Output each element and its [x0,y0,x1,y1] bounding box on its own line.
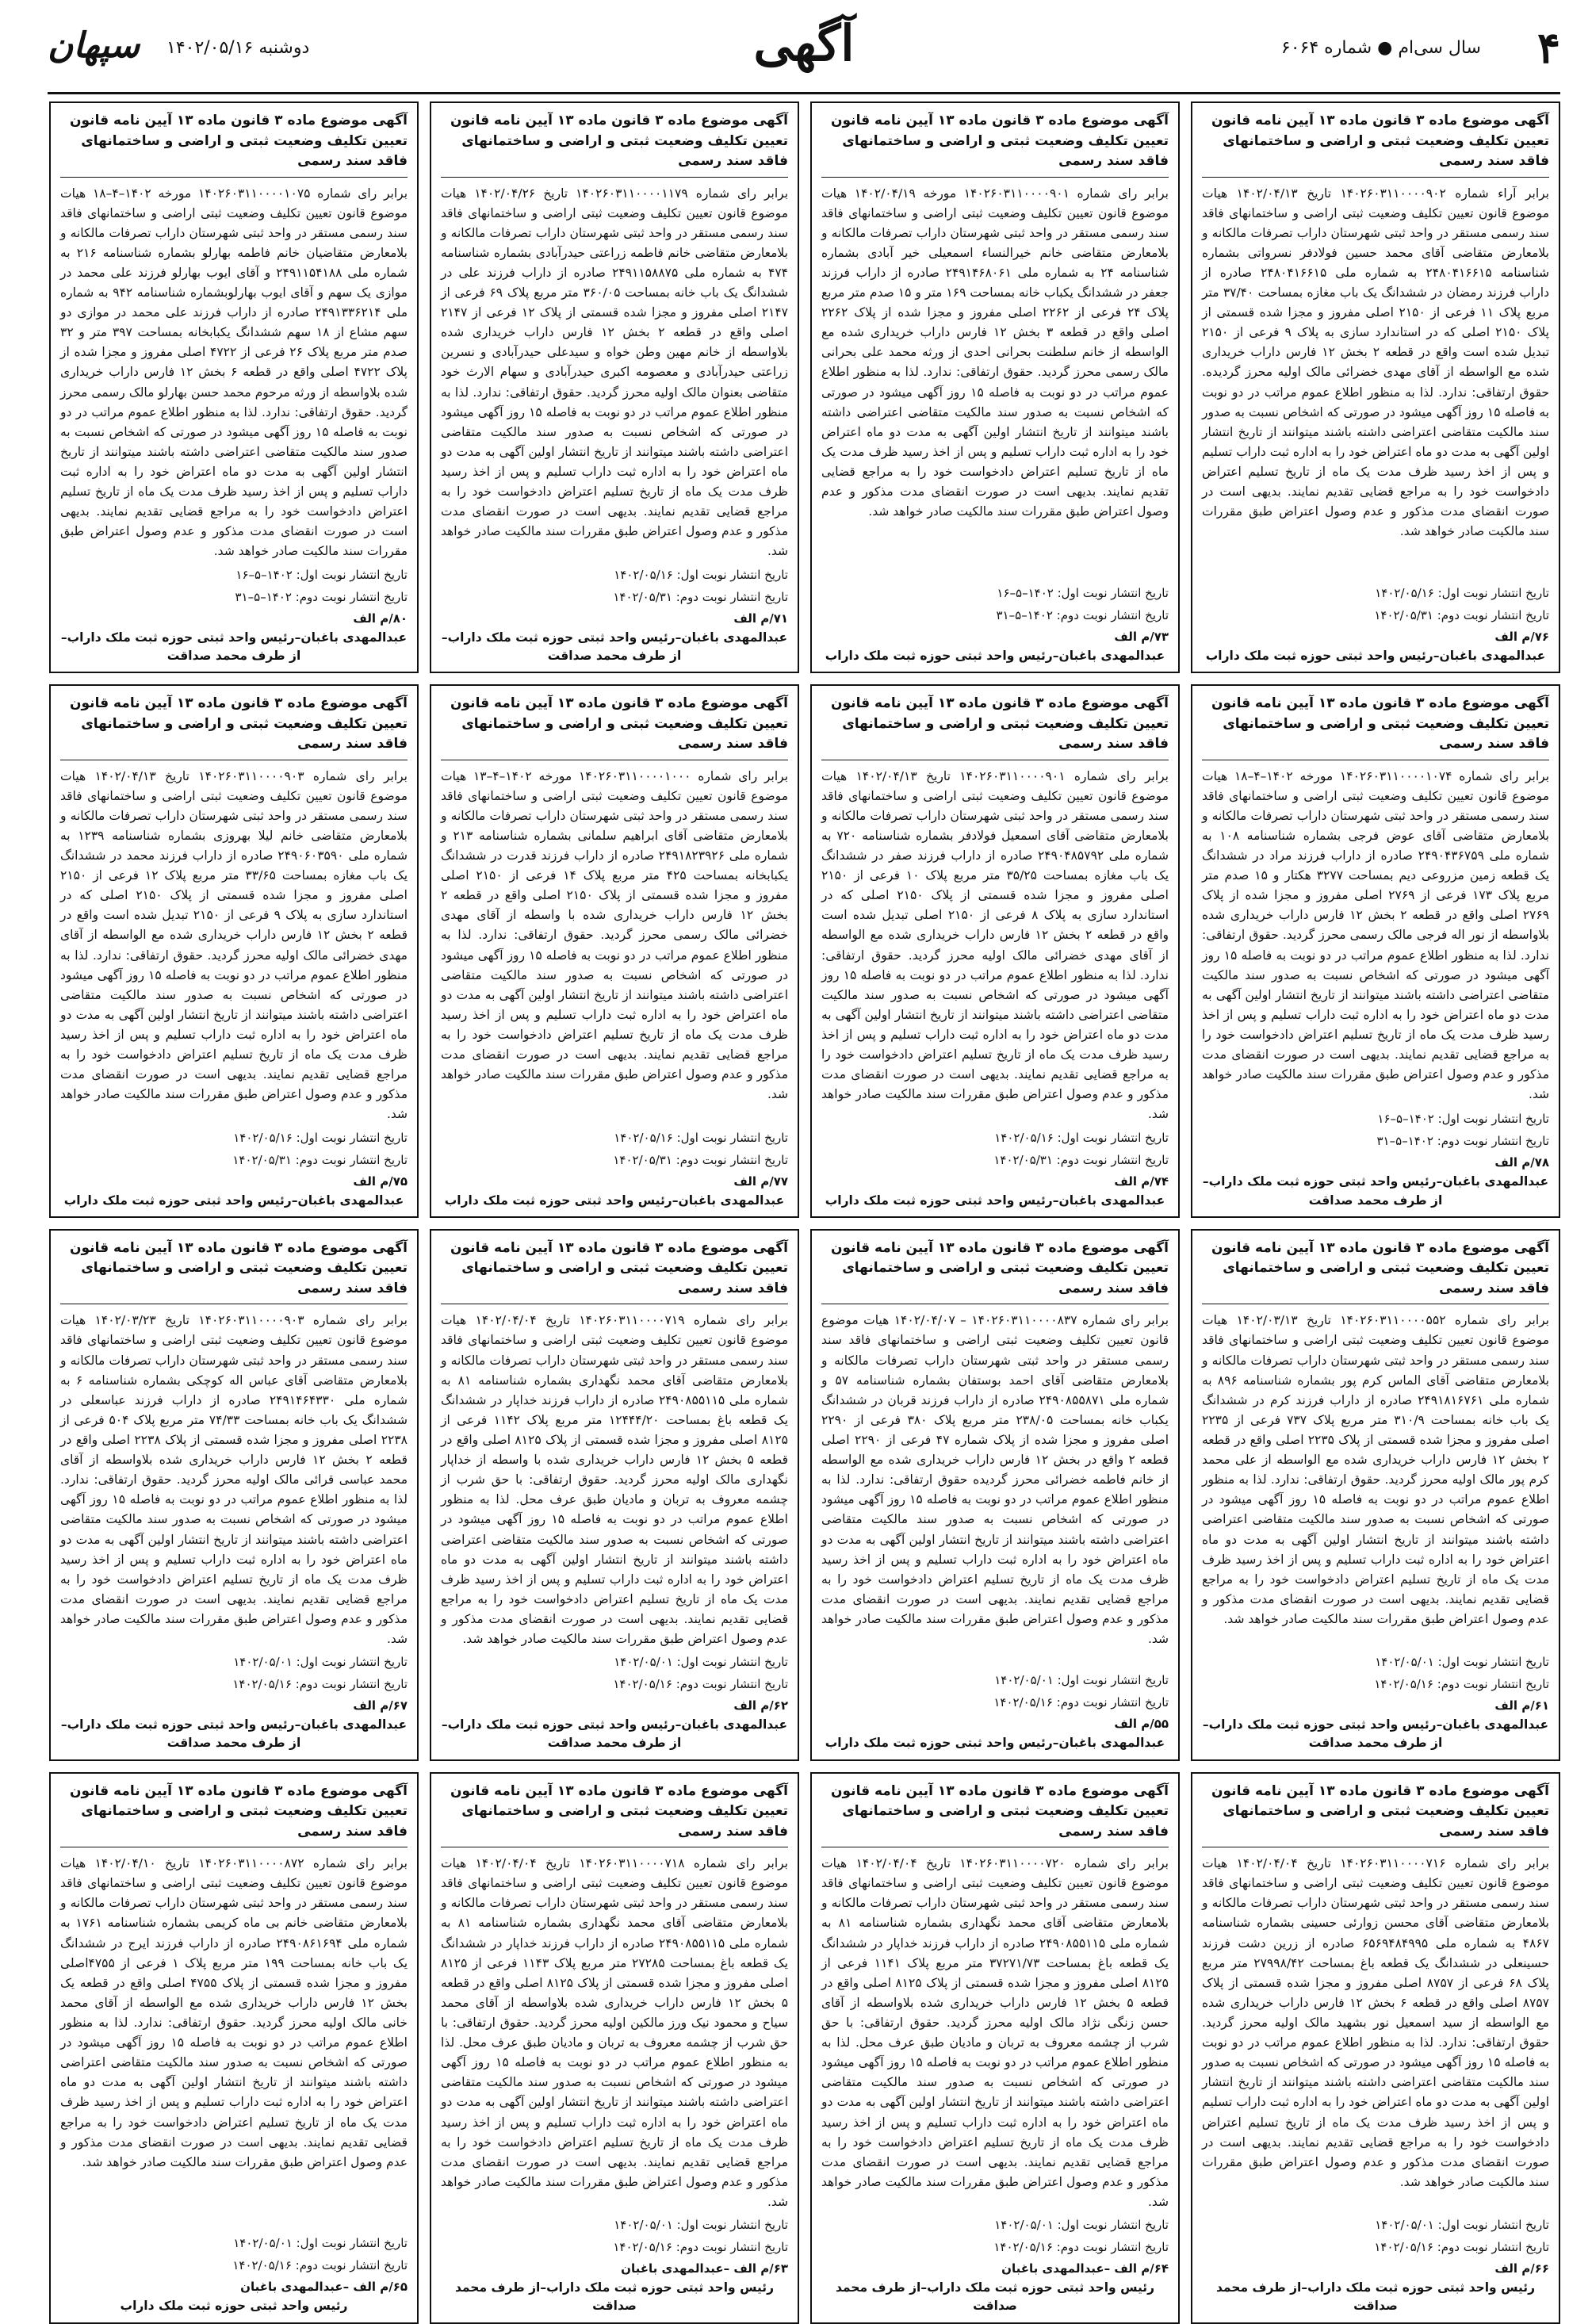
publication-date-second: تاریخ انتشار نوبت دوم: ۱۴۰۲/۰۵/۱۶ [1374,1677,1549,1692]
publication-date-second: تاریخ انتشار نوبت دوم: ۱۴۰۲/۰۵/۱۶ [993,1695,1169,1710]
notice-body: برابر رای شماره ۱۴۰۲۶۰۳۱۱۰۰۰۰۷۲۰ تاریخ ۱۴۰۲/۰۴/۰۴ هیات موضوع قانون تعیین تکلیف وضعیت ثبتی اراضی و ساختمانهای فاقد سند رسمی مستقر در واحد ثبتی شهرستان داراب تصرفات مالکانه و بلامعارض متقاضی آقای محمد نگهداری بشماره شناسنامه ۸۱ به شماره ملی ۲۴۹۰۸۵۵۱۱۵ صادره از داراب فرزند خداپار در ششدانگ یک قطعه باغ بمساحت ۳۷۲۷۱/۷۳ متر مربع پلاک ۱۱۴۱ فرعی از ۸۱۲۵ اصلی مفروز و مجزا شده قسمتی از پلاک ۸۱۲۵ اصلی واقع در قطعه ۵ بخش ۱۲ فارس داراب خریداری شده بلاواسطه از آقای حسن زنگی نژاد مالک اولیه محرز گردید. حقوق ارتفاقی: با حق شرب از چشمه معروف به تربان و مادیان طبق عرف محل. لذا به منظور اطلاع عموم مراتب در دو نوبت به فاصله ۱۵ روز آگهی میشود در صورتی که اشخاص نسبت به صدور سند مالکیت متقاضی اعتراضی داشته باشند میتوانند از تاریخ انتشار اولین آگهی به مدت دو ماه اعتراض خود را به اداره ثبت داراب تسلیم و پس از اخذ رسید ظرف مدت یک ماه از تاریخ تسلیم اعتراض دادخواست خود را به مراجع قضایی تقدیم نمایند. بدیهی است در صورت انقضای مدت مذکور و عدم وصول اعتراض طبق مقررات سند مالکیت صادر خواهد شد. [821,1856,1169,2210]
publication-date-first: تاریخ انتشار نوبت اول: ۱۴۰۲/۰۵/۱۶ [614,567,788,582]
notice-body: برابر رای شماره ۱۴۰۲۶۰۳۱۱۰۰۰۰۹۰۱ تاریخ ۱۴۰۲/۰۴/۱۳ هیات موضوع قانون تعیین تکلیف وضعیت ثبتی اراضی و ساختمانهای فاقد سند رسمی مستقر در واحد ثبتی شهرستان داراب تصرفات مالکانه و بلامعارض متقاضی آقای اسمعیل فولادفر بشماره شناسنامه ۷۲۰ به شماره ملی ۲۴۹۰۴۸۵۷۹۲ صادره از داراب فرزند صفر در ششدانگ یک باب مغازه بمساحت ۳۵/۲۵ متر مربع پلاک ۱۰ فرعی از ۲۱۵۰ اصلی مفروز و مجزا شده قسمتی از پلاک ۲۱۵۰ اصلی که در استاندارد سازی به پلاک ۸ فرعی از ۲۱۵۰ اصلی تبدیل شده است واقع در قطعه ۲ بخش ۱۲ فارس داراب خریداری شده مع الواسطه از آقای مهدی خضرائی مالک اولیه محرز گردید. حقوق ارتفاقی: ندارد. لذا به منظور اطلاع عموم مراتب در دو نوبت به فاصله ۱۵ روز آگهی میشود در صورتی که اشخاص نسبت به صدور سند مالکیت متقاضی اعتراضی داشته باشند میتوانند از تاریخ انتشار اولین آگهی به مدت دو ماه اعتراض خود را به اداره ثبت داراب تسلیم و پس از اخذ رسید ظرف مدت یک ماه از تاریخ تسلیم اعتراض دادخواست خود را به مراجع قضایی تقدیم نمایند. بدیهی است در صورت انقضای مدت مذکور و عدم وصول اعتراض طبق مقررات سند مالکیت صادر خواهد شد. [821,768,1169,1122]
notice-signature: عبدالمهدی باغبان–رئیس واحد ثبتی حوزه ثبت ملک داراب [1205,648,1546,663]
publication-date-second: تاریخ انتشار نوبت دوم: ۱۴۰۲–۵–۳۱ [235,589,408,604]
publication-date-second: تاریخ انتشار نوبت دوم: ۱۴۰۲/۰۵/۳۱ [232,1152,408,1167]
notice-code: ۷۶/م الف [1494,629,1549,644]
notice-box [1191,1772,1560,2324]
publication-date-first: تاریخ انتشار نوبت اول: ۱۴۰۲/۰۵/۱۶ [233,1130,408,1145]
notice-code: ۶۵/م الف –عبدالمهدی باغبان [240,2280,408,2295]
notice-box [810,1772,1180,2324]
notice-box [49,101,419,673]
notice-title: آگهی موضوع ماده ۳ قانون ماده ۱۳ آیین نامه قانون تعیین تکلیف وضعیت ثبتی و اراضی و ساختمانهای فاقد سند رسمی [441,1239,788,1305]
newspaper-logo: سپهان [48,25,140,66]
notice-box [810,684,1180,1218]
publication-date-second: تاریخ انتشار نوبت دوم: ۱۴۰۲/۰۵/۱۶ [232,2258,408,2273]
notice-body: برابر رای شماره ۱۴۰۲۶۰۳۱۱۰۰۰۰۷۱۶ تاریخ ۱۴۰۲/۰۴/۰۴ هیات موضوع قانون تعیین تکلیف وضعیت ثبتی اراضی و ساختمانهای فاقد سند رسمی مستقر در واحد ثبتی شهرستان داراب تصرفات مالکانه و بلامعارض متقاضی آقای محسن زوارئی حسینی بشماره شناسنامه ۴۸۶۷ به شماره ملی ۶۵۶۹۴۸۴۹۹۵ صادره از زرین دشت فرزند حسینعلی در ششدانگ یک قطعه باغ بمساحت ۲۷۹۹۸/۴۲ متر مربع پلاک ۶۸ فرعی از ۸۷۵۷ اصلی مفروز و مجزا شده قسمتی از پلاک ۸۷۵۷ اصلی واقع در قطعه ۶ بخش ۱۲ فارس داراب خریداری شده مع الواسطه از سید اسمعیل نور بشهید مالک اولیه محرز گردید. حقوق ارتفاقی: ندارد. لذا به منظور اطلاع عموم مراتب در دو نوبت به فاصله ۱۵ روز آگهی میشود در صورتی که اشخاص نسبت به صدور سند مالکیت متقاضی اعتراضی داشته باشند میتوانند از تاریخ انتشار اولین آگهی به مدت دو ماه اعتراض خود را به اداره ثبت داراب تسلیم و پس از اخذ رسید ظرف مدت یک ماه از تاریخ تسلیم اعتراض دادخواست خود را به مراجع قضایی تقدیم نمایند. بدیهی است در صورت انقضای مدت مذکور و عدم وصول اعتراض طبق مقررات سند مالکیت صادر خواهد شد. [1202,1856,1550,2189]
notice-box [430,101,799,673]
notice-box [430,684,799,1218]
notice-box [810,1229,1180,1761]
notice-title: آگهی موضوع ماده ۳ قانون ماده ۱۳ آیین نامه قانون تعیین تکلیف وضعیت ثبتی و اراضی و ساختمانهای فاقد سند رسمی [821,1239,1169,1305]
notice-title: آگهی موضوع ماده ۳ قانون ماده ۱۳ آیین نامه قانون تعیین تکلیف وضعیت ثبتی و اراضی و ساختمانهای فاقد سند رسمی [1202,1239,1549,1305]
notice-body: برابر رای شماره ۱۴۰۲۶۰۳۱۱۰۰۰۰۱۰۷۵ مورخه ۱۴۰۲–۴–۱۸ هیات موضوع قانون تعیین تکلیف وضعیت ثبتی اراضی و ساختمانهای فاقد سند رسمی مستقر در واحد ثبتی شهرستان داراب تصرفات مالکانه و بلامعارض متقاضیان خانم فاطمه بهارلو بشماره شناسنامه ۲۱۶ به شماره ملی ۲۴۹۱۱۵۴۱۸۸ و آقای ایوب بهارلو فرزند علی محمد در موازی یک سهم و آقای ایوب بهارلوبشماره شناسنامه ۹۴۲ به شماره ملی ۲۴۹۱۳۳۶۲۱۴ صادره از داراب فرزند علی محمد در موازی دو سهم مشاع از ۱۸ سهم ششدانگ یکبابخانه بمساحت ۳۹۷ متر و ۳۲ صدم متر مربع پلاک ۲۶ فرعی از ۴۷۲۲ اصلی مفروز و مجزا شده از پلاک ۴۷۲۲ اصلی واقع در قطعه ۶ بخش ۱۲ فارس داراب خریداری شده بلاواسطه از ورثه مرحوم محمد حسن بهارلو مالک رسمی محرز گردید. حقوق ارتفاقی: ندارد. لذا به منظور اطلاع عموم مراتب در دو نوبت به فاصله ۱۵ روز آگهی میشود در صورتی که اشخاص نسبت به صدور سند مالکیت متقاضی اعتراضی داشته باشند میتوانند از تاریخ انتشار اولین آگهی به مدت دو ماه اعتراض خود را به اداره ثبت داراب تسلیم و پس از اخذ رسید ظرف مدت یک ماه از تاریخ تسلیم اعتراض دادخواست خود را به مراجع قضایی تقدیم نمایند. بدیهی است در صورت انقضای مدت مذکور و عدم وصول اعتراض طبق مقررات سند مالکیت صادر خواهد شد. [60,186,408,559]
publication-date-second: تاریخ انتشار نوبت دوم: ۱۴۰۲/۰۵/۳۱ [1374,607,1549,622]
notice-title: آگهی موضوع ماده ۳ قانون ماده ۱۳ آیین نامه قانون تعیین تکلیف وضعیت ثبتی و اراضی و ساختمانهای فاقد سند رسمی [441,1782,788,1848]
notice-box [1191,1229,1560,1761]
notices-grid [49,101,1560,2314]
notice-body: برابر رای شماره ۱۴۰۲۶۰۳۱۱۰۰۰۰۱۱۷۹ تاریخ ۱۴۰۲/۰۴/۲۶ هیات موضوع قانون تعیین تکلیف وضعیت ثبتی اراضی و ساختمانهای فاقد سند رسمی مستقر در واحد ثبتی شهرستان داراب تصرفات مالکانه و بلامعارض متقاضی خانم فاطمه زراعتی حیدرآبادی بشماره شناسنامه ۴۷۴ به شماره ملی ۲۴۹۱۱۵۸۸۷۵ صادره از داراب فرزند علی در ششدانگ یک باب خانه بمساحت ۳۶۰/۰۵ متر مربع پلاک ۶۹ فرعی از ۲۱۴۷ اصلی مفروز و مجزا شده قسمتی از پلاک ۱۲ فرعی از ۲۱۴۷ اصلی واقع در قطعه ۲ بخش ۱۲ فارس داراب خریداری شده بلاواسطه از خانم مهین وطن خواه و سیدعلی حیدرآبادی و نسرین زراعتی حیدرآبادی و معصومه اکبری حیدرآبادی و سهام الارث خود متقاضی بعنوان مالک اولیه محرز گردید. حقوق ارتفاقی: ندارد. لذا به منظور اطلاع عموم مراتب در دو نوبت به فاصله ۱۵ روز آگهی میشود در صورتی که اشخاص نسبت به صدور سند مالکیت متقاضی اعتراضی داشته باشند میتوانند از تاریخ انتشار اولین آگهی به مدت دو ماه اعتراض خود را به اداره ثبت داراب تسلیم و پس از اخذ رسید ظرف مدت یک ماه از تاریخ تسلیم اعتراض دادخواست خود را به مراجع قضایی تقدیم نمایند. بدیهی است در صورت انقضای مدت مذکور و عدم وصول اعتراض طبق مقررات سند مالکیت صادر خواهد شد. [441,186,789,559]
notice-box [49,684,419,1218]
notice-code: ۷۷/م الف [733,1173,788,1189]
notice-code: ۷۸/م الف [1494,1155,1549,1170]
page-header [48,14,1560,94]
publication-date-second: تاریخ انتشار نوبت دوم: ۱۴۰۲/۰۵/۱۶ [613,2240,788,2255]
notice-signature: رئیس واحد ثبتی حوزه ثبت ملک داراب [120,2299,348,2314]
publication-date-second: تاریخ انتشار نوبت دوم: ۱۴۰۲/۰۵/۱۶ [1374,2240,1549,2255]
notice-code: ۷۴/م الف [1114,1173,1169,1189]
notice-signature: عبدالمهدی باغبان–رئیس واحد ثبتی حوزه ثبت ملک داراب–از طرف محمد صداقت [1202,1717,1549,1751]
publication-date-second: تاریخ انتشار نوبت دوم: ۱۴۰۲/۰۵/۱۶ [993,2240,1169,2255]
notice-body: برابر رای شماره ۱۴۰۲۶۰۳۱۱۰۰۰۰۹۰۱ مورخه ۱۴۰۲/۰۴/۱۹ هیات موضوع قانون تعیین تکلیف وضعیت ثبتی اراضی و ساختمانهای فاقد سند رسمی مستقر در واحد ثبتی شهرستان داراب تصرفات مالکانه و بلامعارض متقاضی خانم خیرالنساء اسمعیلی خیر آبادی بشماره شناسنامه ۲۴ به شماره ملی ۲۴۹۱۴۶۸۰۶۱ صادره از داراب فرزند جعفر در ششدانگ یکباب خانه بمساحت ۱۶۹ متر و ۱۵ صدم متر مربع پلاک ۲۴ فرعی از ۲۲۶۲ اصلی مفروز و مجزا شده از پلاک ۲۲۶۲ اصلی واقع در قطعه ۳ بخش ۱۲ فارس داراب خریداری شده مع الواسطه از خانم سلطنت بحرانی احدی از ورثه محمد علی بحرانی مالک رسمی محرز گردید. حقوق ارتفاقی: ندارد. لذا به منظور اطلاع عموم مراتب در دو نوبت به فاصله ۱۵ روز آگهی میشود در صورتی که اشخاص نسبت به صدور سند مالکیت متقاضی اعتراضی داشته باشند میتوانند از تاریخ انتشار اولین آگهی به مدت دو ماه اعتراض خود را به اداره ثبت داراب تسلیم و پس از اخذ رسید ظرف مدت یک ماه از تاریخ تسلیم اعتراض دادخواست خود را به مراجع قضایی تقدیم نمایند. بدیهی است در صورت انقضای مدت مذکور و عدم وصول اعتراض طبق مقررات سند مالکیت صادر خواهد شد. [821,186,1169,519]
notice-box [49,1772,419,2324]
notice-signature: رئیس واحد ثبتی حوزه ثبت ملک داراب–از طرف محمد صداقت [1215,2280,1536,2314]
notice-code: ۶۳/م الف –عبدالمهدی باغبان [621,2261,788,2276]
notice-signature: عبدالمهدی باغبان–رئیس واحد ثبتی حوزه ثبت ملک داراب [825,1736,1165,1751]
notice-code: ۶۴/م الف –عبدالمهدی باغبان [1001,2261,1169,2276]
notice-signature: عبدالمهدی باغبان–رئیس واحد ثبتی حوزه ثبت ملک داراب [444,1193,785,1208]
notice-title: آگهی موضوع ماده ۳ قانون ماده ۱۳ آیین نامه قانون تعیین تکلیف وضعیت ثبتی و اراضی و ساختمانهای فاقد سند رسمی [821,111,1169,178]
notice-body: برابر رای شماره ۱۴۰۲۶۰۳۱۱۰۰۰۰۹۰۳ تاریخ ۱۴۰۲/۰۳/۲۳ هیات موضوع قانون تعیین تکلیف وضعیت ثبتی اراضی و ساختمانهای فاقد سند رسمی مستقر در واحد ثبتی شهرستان داراب تصرفات مالکانه و بلامعارض متقاضی آقای عباس اله کوچکی بشماره شناسنامه ۶ به شماره ملی ۲۴۹۱۴۶۴۳۳۰ صادره از داراب فرزند عباسعلی در ششدانگ یک باب خانه بمساحت ۷۴/۳۳ متر مربع پلاک ۵۰۴ فرعی از ۲۲۳۸ اصلی مفروز و مجزا شده قسمتی از پلاک ۲۲۳۸ اصلی واقع در قطعه ۲ بخش ۱۲ فارس داراب خریداری شده بلاواسطه از آقای محمد عباسی قرائی مالک اولیه محرز گردید. حقوق ارتفاقی: ندارد. لذا به منظور اطلاع عموم مراتب در دو نوبت به فاصله ۱۵ روز آگهی میشود در صورتی که اشخاص نسبت به صدور سند مالکیت متقاضی اعتراضی داشته باشند میتوانند از تاریخ انتشار اولین آگهی به مدت دو ماه اعتراض خود را به اداره ثبت داراب تسلیم و پس از اخذ رسید ظرف مدت یک ماه از تاریخ تسلیم اعتراض دادخواست خود را به مراجع قضایی تقدیم نمایند. بدیهی است در صورت انقضای مدت مذکور و عدم وصول اعتراض طبق مقررات سند مالکیت صادر خواهد شد. [60,1313,408,1647]
publication-date-first: تاریخ انتشار نوبت اول: ۱۴۰۲/۰۵/۰۱ [233,1655,408,1670]
notice-title: آگهی موضوع ماده ۳ قانون ماده ۱۳ آیین نامه قانون تعیین تکلیف وضعیت ثبتی و اراضی و ساختمانهای فاقد سند رسمی [60,1239,408,1305]
publication-date-first: تاریخ انتشار نوبت اول: ۱۴۰۲/۰۵/۱۶ [1375,585,1549,600]
notice-box [810,101,1180,673]
publication-date-first: تاریخ انتشار نوبت اول: ۱۴۰۲–۵–۱۶ [235,567,408,582]
notice-signature: رئیس واحد ثبتی حوزه ثبت ملک داراب–از طرف محمد صداقت [454,2280,775,2314]
notice-title: آگهی موضوع ماده ۳ قانون ماده ۱۳ آیین نامه قانون تعیین تکلیف وضعیت ثبتی و اراضی و ساختمانهای فاقد سند رسمی [1202,694,1549,760]
notice-signature: عبدالمهدی باغبان–رئیس واحد ثبتی حوزه ثبت ملک داراب [825,648,1165,663]
notice-code: ۸۰/م الف [353,611,408,626]
publication-date-second: تاریخ انتشار نوبت دوم: ۱۴۰۲/۰۵/۳۱ [993,1152,1169,1167]
notice-title: آگهی موضوع ماده ۳ قانون ماده ۱۳ آیین نامه قانون تعیین تکلیف وضعیت ثبتی و اراضی و ساختمانهای فاقد سند رسمی [60,111,408,178]
notice-title: آگهی موضوع ماده ۳ قانون ماده ۱۳ آیین نامه قانون تعیین تکلیف وضعیت ثبتی و اراضی و ساختمانهای فاقد سند رسمی [60,1782,408,1848]
publish-date: دوشنبه ۱۴۰۲/۰۵/۱۶ [166,38,310,58]
notice-box [430,1229,799,1761]
notice-body: برابر رای شماره ۱۴۰۲۶۰۳۱۱۰۰۰۰۹۰۳ تاریخ ۱۴۰۲/۰۴/۱۳ هیات موضوع قانون تعیین تکلیف وضعیت ثبتی اراضی و ساختمانهای فاقد سند رسمی مستقر در واحد ثبتی شهرستان داراب تصرفات مالکانه و بلامعارض متقاضی خانم لیلا بهروزی بشماره شناسنامه ۱۲۳۹ به شماره ملی ۲۴۹۰۶۰۳۵۹۰ صادره از داراب فرزند محمد در ششدانگ یک باب مغازه بمساحت ۳۳/۶۵ متر مربع پلاک ۱۲ فرعی از ۲۱۵۰ اصلی مفروز و مجزا شده قسمتی از پلاک ۲۱۵۰ اصلی که در استاندارد سازی به پلاک ۹ فرعی از ۲۱۵۰ تبدیل شده است واقع در قطعه ۲ بخش ۱۲ فارس داراب خریداری شده مع الواسطه از آقای مهدی خضرائی مالک اولیه محرز گردید. حقوق ارتفاقی: ندارد. لذا به منظور اطلاع عموم مراتب در دو نوبت به فاصله ۱۵ روز آگهی میشود در صورتی که اشخاص نسبت به صدور سند مالکیت متقاضی اعتراضی داشته باشند میتوانند از تاریخ انتشار اولین آگهی به مدت دو ماه اعتراض خود را به اداره ثبت داراب تسلیم و پس از اخذ رسید ظرف مدت یک ماه از تاریخ تسلیم اعتراض دادخواست خود را به مراجع قضایی تقدیم نمایند. بدیهی است در صورت انقضای مدت مذکور و عدم وصول اعتراض طبق مقررات سند مالکیت صادر خواهد شد. [60,768,408,1122]
notice-title: آگهی موضوع ماده ۳ قانون ماده ۱۳ آیین نامه قانون تعیین تکلیف وضعیت ثبتی و اراضی و ساختمانهای فاقد سند رسمی [1202,111,1549,178]
publication-date-second: تاریخ انتشار نوبت دوم: ۱۴۰۲–۵–۳۱ [996,607,1169,622]
publication-date-first: تاریخ انتشار نوبت اول: ۱۴۰۲/۰۵/۰۱ [994,1673,1169,1688]
notice-body: برابر رای شماره ۱۴۰۲۶۰۳۱۱۰۰۰۰۷۱۹ تاریخ ۱۴۰۲/۰۴/۰۴ هیات موضوع قانون تعیین تکلیف وضعیت ثبتی اراضی و ساختمانهای فاقد سند رسمی مستقر در واحد ثبتی شهرستان داراب تصرفات مالکانه و بلامعارض متقاضی آقای محمد نگهداری بشماره شناسنامه ۸۱ به شماره ملی ۲۴۹۰۸۵۵۱۱۵ صادره از داراب فرزند خداپار در ششدانگ یک قطعه باغ بمساحت ۱۲۴۴۴/۲۰ متر مربع پلاک ۱۱۴۲ فرعی از ۸۱۲۵ اصلی مفروز و مجزا شده قسمتی از پلاک ۸۱۲۵ اصلی واقع در قطعه ۵ بخش ۱۲ فارس داراب خریداری شده با واسطه از خداپار نگهداری مالک اولیه محرز گردید. حقوق ارتفاقی: با حق شرب از چشمه معروف به تربان و مادیان طبق عرف محل. لذا به منظور اطلاع عموم مراتب در دو نوبت به فاصله ۱۵ روز آگهی میشود در صورتی که اشخاص نسبت به صدور سند مالکیت متقاضی اعتراضی داشته باشند میتوانند از تاریخ انتشار اولین آگهی به مدت دو ماه اعتراض خود را به اداره ثبت داراب تسلیم و پس از اخذ رسید ظرف مدت یک ماه از تاریخ تسلیم اعتراض دادخواست خود را به مراجع قضایی تقدیم نمایند. بدیهی است در صورت انقضای مدت مذکور و عدم وصول اعتراض طبق مقررات سند مالکیت صادر خواهد شد. [441,1313,789,1647]
publication-date-first: تاریخ انتشار نوبت اول: ۱۴۰۲/۰۵/۰۱ [614,2218,788,2233]
notice-body: برابر رای شماره ۱۴۰۲۶۰۳۱۱۰۰۰۰۸۳۷ – ۱۴۰۲/۰۴/۰۷ هیات موضوع قانون تعیین تکلیف وضعیت ثبتی اراضی و ساختمانهای فاقد سند رسمی مستقر در واحد ثبتی شهرستان داراب تصرفات مالکانه و بلامعارض متقاضی آقای احمد بوستفان بشماره شناسنامه ۵۷ و شماره ملی ۲۴۹۰۸۵۵۸۷۱ صادره از داراب فرزند قربان در ششدانگ یکباب خانه بمساحت ۲۳۸/۰۵ متر مربع پلاک ۳۸۰ فرعی از ۲۲۹۰ اصلی مفروز و مجزا شده از پلاک شماره ۴۷ فرعی از ۲۲۹۰ اصلی قطعه ۲ واقع در بخش ۱۲ فارس داراب خریداری شده مع الواسطه از خانم فاطمه خضرائی محرز گردیده حقوق ارتفاقی: ندارد. لذا به منظور اطلاع عموم مراتب در دو نوبت به فاصله ۱۵ روز آگهی میشود در صورتی که اشخاص نسبت به صدور سند مالکیت متقاضی اعتراضی داشته باشند میتوانند از تاریخ انتشار اولین آگهی به مدت دو ماه اعتراض خود را به اداره ثبت داراب تسلیم و پس از اخذ رسید ظرف مدت یک ماه از تاریخ تسلیم اعتراض دادخواست خود را به مراجع قضایی تقدیم نمایند. بدیهی است در صورت انقضای مدت مذکور و عدم وصول اعتراض طبق مقررات سند مالکیت صادر خواهد شد. [821,1313,1169,1647]
notice-title: آگهی موضوع ماده ۳ قانون ماده ۱۳ آیین نامه قانون تعیین تکلیف وضعیت ثبتی و اراضی و ساختمانهای فاقد سند رسمی [441,694,788,760]
notice-box [1191,101,1560,673]
notice-body: برابر رای شماره ۱۴۰۲۶۰۳۱۱۰۰۰۰۱۰۰۰ مورخه ۱۴۰۲–۴–۱۳ هیات موضوع قانون تعیین تکلیف وضعیت ثبتی اراضی و ساختمانهای فاقد سند رسمی مستقر در واحد ثبتی شهرستان داراب تصرفات مالکانه و بلامعارض متقاضی آقای ابراهیم سلمانی بشماره شناسنامه ۲۱۳ و شماره ملی ۲۴۹۱۸۲۳۹۲۶ صادره از داراب فرزند قدرت در ششدانگ یکبابخانه بمساحت ۴۲۵ متر مربع پلاک ۱۴ فرعی از ۲۱۵۰ اصلی مفروز و مجزا شده قسمتی از پلاک ۲۱۵۰ اصلی واقع در قطعه ۲ بخش ۱۲ فارس داراب خریداری شده با واسطه از آقای مهدی خضرائی مالک رسمی محرز گردید. حقوق ارتفاقی: ندارد. لذا به منظور اطلاع عموم مراتب در دو نوبت به فاصله ۱۵ روز آگهی میشود در صورتی که اشخاص نسبت به صدور سند مالکیت متقاضی اعتراضی داشته باشند میتوانند از تاریخ انتشار اولین آگهی به مدت دو ماه اعتراض خود را به اداره ثبت داراب تسلیم و پس از اخذ رسید ظرف مدت یک ماه از تاریخ تسلیم اعتراض دادخواست خود را به مراجع قضایی تقدیم نمایند. بدیهی است در صورت انقضای مدت مذکور و عدم وصول اعتراض طبق مقررات سند مالکیت صادر خواهد شد. [441,768,789,1102]
notice-signature: عبدالمهدی باغبان–رئیس واحد ثبتی حوزه ثبت ملک داراب–از طرف محمد صداقت [60,1717,408,1751]
notice-signature: عبدالمهدی باغبان–رئیس واحد ثبتی حوزه ثبت ملک داراب–از طرف محمد صداقت [441,1717,788,1751]
notice-body: برابر رای شماره ۱۴۰۲۶۰۳۱۱۰۰۰۰۱۰۷۴ مورخه ۱۴۰۲–۴–۱۸ هیات موضوع قانون تعیین تکلیف وضعیت ثبتی اراضی و ساختمانهای فاقد سند رسمی مستقر در واحد ثبتی شهرستان داراب تصرفات مالکانه و بلامعارض متقاضی آقای عوض فرجی بشماره شناسنامه ۱۰۸ به شماره ملی ۲۴۹۰۴۳۶۷۵۹ صادره از داراب فرزند مراد در ششدانگ یک قطعه زمین مزروعی دیم بمساحت ۳۲۷۷ هکتار و ۱۵ صدم متر مربع پلاک ۱۷۳ فرعی از ۲۷۶۹ اصلی مفروز و مجزا شده از پلاک ۲۷۶۹ اصلی واقع در قطعه ۲ بخش ۱۲ فارس داراب خریداری شده بلاواسطه از نور اله فرجی مالک رسمی محرز گردید. حقوق ارتفاقی: ندارد. لذا به منظور اطلاع عموم مراتب در دو نوبت به فاصله ۱۵ روز آگهی میشود در صورتی که اشخاص نسبت به صدور سند مالکیت متقاضی اعتراضی داشته باشند میتوانند از تاریخ انتشار اولین آگهی به مدت دو ماه اعتراض خود را به اداره ثبت داراب تسلیم و پس از اخذ رسید ظرف مدت یک ماه از تاریخ تسلیم اعتراض دادخواست خود را به مراجع قضایی تقدیم نمایند. بدیهی است در صورت انقضای مدت مذکور و عدم وصول اعتراض طبق مقررات سند مالکیت صادر خواهد شد. [1202,768,1550,1102]
notice-box [1191,684,1560,1218]
notice-title: آگهی موضوع ماده ۳ قانون ماده ۱۳ آیین نامه قانون تعیین تکلیف وضعیت ثبتی و اراضی و ساختمانهای فاقد سند رسمی [1202,1782,1549,1848]
section-title: آگهی [753,14,855,72]
publication-date-first: تاریخ انتشار نوبت اول: ۱۴۰۲/۰۵/۰۱ [1375,2218,1549,2233]
notice-body: برابر رای شماره ۱۴۰۲۶۰۳۱۱۰۰۰۰۸۷۲ تاریخ ۱۴۰۲/۰۴/۱۰ هیات موضوع قانون تعیین تکلیف وضعیت ثبتی اراضی و ساختمانهای فاقد سند رسمی مستقر در واحد ثبتی شهرستان داراب تصرفات مالکانه و بلامعارض متقاضی خانم بی ماه کریمی بشماره شناسنامه ۱۷۶۱ به شماره ملی ۲۴۹۰۸۶۱۶۹۴ صادره از داراب فرزند ایرج در ششدانگ یک باب خانه بمساحت ۱۹۹ متر مربع پلاک ۱ فرعی از ۴۷۵۵اصلی مفروز و مجزا شده قسمتی از پلاک ۴۷۵۵ اصلی واقع در قطعه یک بخش ۱۲ فارس داراب خریداری شده مع الواسطه از آقای محمد خانی مالک اولیه محرز گردید. حقوق ارتفاقی: ندارد. لذا به منظور اطلاع عموم مراتب در دو نوبت به فاصله ۱۵ روز آگهی میشود در صورتی که اشخاص نسبت به صدور سند مالکیت متقاضی اعتراضی داشته باشند میتوانند از تاریخ انتشار اولین آگهی به مدت دو ماه اعتراض خود را به اداره ثبت داراب تسلیم و پس از اخذ رسید ظرف مدت یک ماه از تاریخ تسلیم اعتراض دادخواست خود را به مراجع قضایی تقدیم نمایند. بدیهی است در صورت انقضای مدت مذکور و عدم وصول اعتراض طبق مقررات سند مالکیت صادر خواهد شد. [60,1856,408,2169]
notice-signature: عبدالمهدی باغبان–رئیس واحد ثبتی حوزه ثبت ملک داراب–از طرف محمد صداقت [441,630,788,663]
publication-date-second: تاریخ انتشار نوبت دوم: ۱۴۰۲/۰۵/۱۶ [613,1677,788,1692]
notice-signature: عبدالمهدی باغبان–رئیس واحد ثبتی حوزه ثبت ملک داراب–از طرف محمد صداقت [1202,1174,1549,1208]
notice-title: آگهی موضوع ماده ۳ قانون ماده ۱۳ آیین نامه قانون تعیین تکلیف وضعیت ثبتی و اراضی و ساختمانهای فاقد سند رسمی [821,1782,1169,1848]
publication-date-first: تاریخ انتشار نوبت اول: ۱۴۰۲/۰۵/۱۶ [614,1130,788,1145]
notice-code: ۶۶/م الف [1494,2261,1549,2276]
notice-signature: عبدالمهدی باغبان–رئیس واحد ثبتی حوزه ثبت ملک داراب–از طرف محمد صداقت [60,630,408,663]
notice-code: ۶۲/م الف [733,1698,788,1713]
notice-title: آگهی موضوع ماده ۳ قانون ماده ۱۳ آیین نامه قانون تعیین تکلیف وضعیت ثبتی و اراضی و ساختمانهای فاقد سند رسمی [60,694,408,760]
publication-date-second: تاریخ انتشار نوبت دوم: ۱۴۰۲/۰۵/۳۱ [613,589,788,604]
notice-code: ۷۳/م الف [1114,629,1169,644]
notice-body: برابر آراء شماره ۱۴۰۲۶۰۳۱۱۰۰۰۰۹۰۲ تاریخ ۱۴۰۲/۰۴/۱۳ هیات موضوع قانون تعیین تکلیف وضعیت ثبتی اراضی و ساختمانهای فاقد سند رسمی مستقر در واحد ثبتی شهرستان داراب تصرفات مالکانه و بلامعارض متقاضی آقای محمد حسین فولادفر نسرواتی بشماره شناسنامه ۲۴۸۰۴۱۶۶۱۵ به شماره ملی ۲۴۸۰۴۱۶۶۱۵ صادره از داراب فرزند رمضان در ششدانگ یک باب مغازه بمساحت ۳۷/۴۰ متر مربع پلاک ۱۱ فرعی از ۲۱۵۰ اصلی مفروز و مجزا شده قسمتی از پلاک ۲۱۵۰ اصلی که در استاندارد سازی به پلاک ۹ فرعی از ۲۱۵۰ تبدیل شده است واقع در قطعه ۲ بخش ۱۲ فارس داراب خریداری شده مع الواسطه از آقای مهدی خضرائی مالک اولیه محرز گردیده. حقوق ارتفاقی: ندارد. لذا به منظور اطلاع عموم مراتب در دو نوبت به فاصله ۱۵ روز آگهی میشود در صورتی که اشخاص نسبت به صدور سند مالکیت متقاضی اعتراضی داشته باشند میتوانند از تاریخ انتشار اولین آگهی به مدت دو ماه اعتراض خود را به اداره ثبت داراب تسلیم و پس از اخذ رسید ظرف مدت یک ماه از تاریخ تسلیم اعتراض دادخواست خود را به مراجع قضایی تقدیم نمایند. بدیهی است در صورت انقضای مدت مذکور و عدم وصول اعتراض طبق مقررات سند مالکیت صادر خواهد شد. [1202,186,1550,539]
notice-title: آگهی موضوع ماده ۳ قانون ماده ۱۳ آیین نامه قانون تعیین تکلیف وضعیت ثبتی و اراضی و ساختمانهای فاقد سند رسمی [821,694,1169,760]
publication-date-first: تاریخ انتشار نوبت اول: ۱۴۰۲/۰۵/۰۱ [233,2236,408,2251]
page-number: ۴ [1537,22,1560,73]
notice-body: برابر رای شماره ۱۴۰۲۶۰۳۱۱۰۰۰۰۷۱۸ تاریخ ۱۴۰۲/۰۴/۰۴ هیات موضوع قانون تعیین تکلیف وضعیت ثبتی اراضی و ساختمانهای فاقد سند رسمی مستقر در واحد ثبتی شهرستان داراب تصرفات مالکانه و بلامعارض متقاضی آقای محمد نگهداری بشماره شناسنامه ۸۱ به شماره ملی ۲۴۹۰۸۵۵۱۱۵ صادره از داراب فرزند خداپار در ششدانگ یک قطعه باغ بمساحت ۲۷۲۸۵ متر مربع پلاک ۱۱۴۳ فرعی از ۸۱۲۵ اصلی مفروز و مجزا شده قسمتی از پلاک ۸۱۲۵ اصلی واقع در قطعه ۵ بخش ۱۲ فارس داراب خریداری شده بلاواسطه از آقای محمد سیاح و محمود نیک ورز مالکین اولیه محرز گردید. حقوق ارتفاقی: با حق شرب از چشمه معروف به تربان و مادیان طبق عرف محل. لذا به منظور اطلاع عموم مراتب در دو نوبت به فاصله ۱۵ روز آگهی میشود در صورتی که اشخاص نسبت به صدور سند مالکیت متقاضی اعتراضی داشته باشند میتوانند از تاریخ انتشار اولین آگهی به مدت دو ماه اعتراض خود را به اداره ثبت داراب تسلیم و پس از اخذ رسید ظرف مدت یک ماه از تاریخ تسلیم اعتراض دادخواست خود را به مراجع قضایی تقدیم نمایند. بدیهی است در صورت انقضای مدت مذکور و عدم وصول اعتراض طبق مقررات سند مالکیت صادر خواهد شد. [441,1856,789,2210]
publication-date-first: تاریخ انتشار نوبت اول: ۱۴۰۲–۵–۱۶ [997,585,1169,600]
notice-signature: عبدالمهدی باغبان–رئیس واحد ثبتی حوزه ثبت ملک داراب [825,1193,1165,1208]
notice-code: ۵۵/م الف [1114,1717,1169,1732]
notice-code: ۶۱/م الف [1494,1698,1549,1713]
publication-date-second: تاریخ انتشار نوبت دوم: ۱۴۰۲/۰۵/۳۱ [613,1152,788,1167]
issue-info: سال سی‌ام ● شماره ۶۰۶۴ [1280,38,1481,58]
publication-date-first: تاریخ انتشار نوبت اول: ۱۴۰۲/۰۵/۱۶ [994,1130,1169,1145]
notice-code: ۷۱/م الف [733,611,788,626]
notice-title: آگهی موضوع ماده ۳ قانون ماده ۱۳ آیین نامه قانون تعیین تکلیف وضعیت ثبتی و اراضی و ساختمانهای فاقد سند رسمی [441,111,788,178]
notice-box [430,1772,799,2324]
publication-date-first: تاریخ انتشار نوبت اول: ۱۴۰۲/۰۵/۰۱ [1375,1655,1549,1670]
notice-box [49,1229,419,1761]
notice-code: ۷۵/م الف [353,1173,408,1189]
notice-code: ۶۷/م الف [353,1698,408,1713]
publication-date-second: تاریخ انتشار نوبت دوم: ۱۴۰۲/۰۵/۱۶ [232,1677,408,1692]
notice-signature: عبدالمهدی باغبان–رئیس واحد ثبتی حوزه ثبت ملک داراب [63,1193,404,1208]
publication-date-first: تاریخ انتشار نوبت اول: ۱۴۰۲/۰۵/۰۱ [614,1655,788,1670]
publication-date-second: تاریخ انتشار نوبت دوم: ۱۴۰۲–۵–۳۱ [1376,1134,1549,1149]
notice-body: برابر رای شماره ۱۴۰۲۶۰۳۱۱۰۰۰۰۵۵۲ تاریخ ۱۴۰۲/۰۳/۱۳ هیات موضوع قانون تعیین تکلیف وضعیت ثبتی اراضی و ساختمانهای فاقد سند رسمی مستقر در واحد ثبتی شهرستان داراب تصرفات مالکانه و بلامعارض متقاضی آقای الماس کرم پور بشماره شناسنامه ۸۹۶ به شماره ملی ۲۴۹۱۸۱۶۷۶۱ صادره از داراب فرزند کرم در ششدانگ یک باب خانه بمساحت ۳۱۰/۹ متر مربع پلاک ۷۳۷ فرعی از ۲۲۳۵ اصلی مفروز و مجزا شده قسمتی از پلاک ۲۲۳۵ اصلی واقع در قطعه ۲ بخش ۱۲ فارس داراب خریداری شده مع الواسطه از علی محمد کرم پور مالک اولیه محرز گردید. حقوق ارتفاقی: ندارد. لذا به منظور اطلاع عموم مراتب در دو نوبت به فاصله ۱۵ روز آگهی میشود در صورتی که اشخاص نسبت به صدور سند مالکیت متقاضی اعتراضی داشته باشند میتوانند از تاریخ انتشار اولین آگهی به مدت دو ماه اعتراض خود را به اداره ثبت داراب تسلیم و پس از اخذ رسید ظرف مدت یک ماه از تاریخ تسلیم اعتراض دادخواست خود را به مراجع قضایی تقدیم نمایند. بدیهی است در صورت انقضای مدت مذکور و عدم وصول اعتراض طبق مقررات سند مالکیت صادر خواهد شد. [1202,1313,1550,1626]
publication-date-first: تاریخ انتشار نوبت اول: ۱۴۰۲–۵–۱۶ [1377,1112,1549,1127]
publication-date-first: تاریخ انتشار نوبت اول: ۱۴۰۲/۰۵/۰۱ [994,2218,1169,2233]
notice-signature: رئیس واحد ثبتی حوزه ثبت ملک داراب–از طرف محمد صداقت [835,2280,1155,2314]
